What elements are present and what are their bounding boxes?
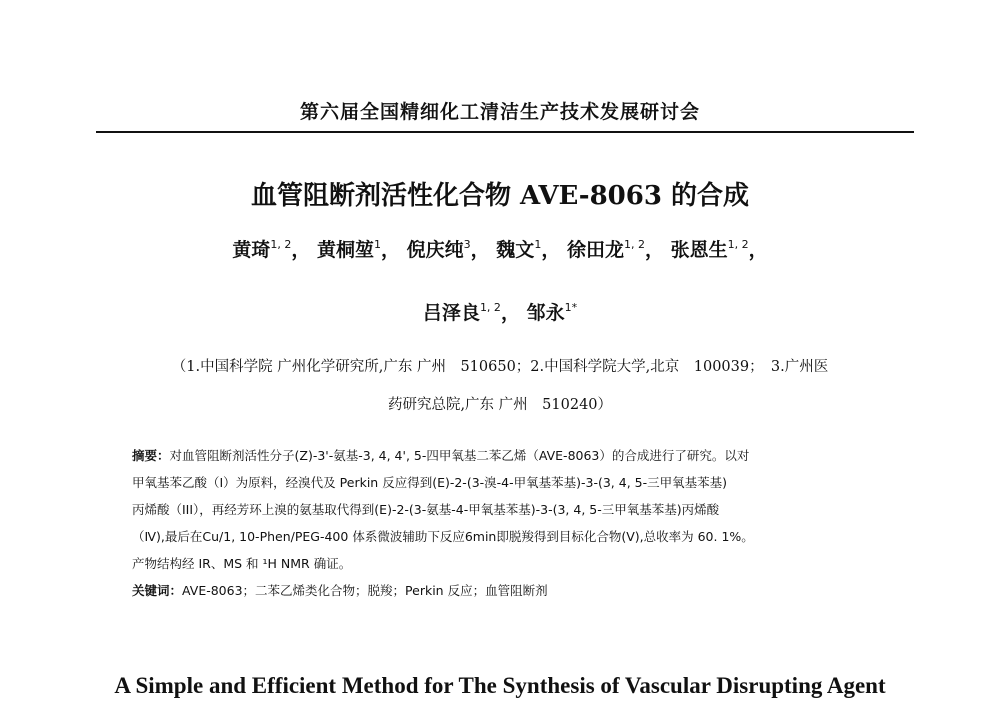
abstract-block	[132, 442, 882, 604]
author: 魏文$^1$	[496, 238, 542, 261]
author: 邹永$^{1*}$	[526, 301, 578, 324]
author: 黄琦$^{1, 2}$	[232, 238, 292, 261]
authors-line-2: 吕泽良$^{1, 2}$， 邹永$^{1*}$	[422, 301, 578, 324]
affiliations-line-2: 药研究总院,广东 广州 510240）	[387, 397, 613, 413]
author: 吕泽良$^{1, 2}$	[422, 301, 501, 324]
affiliations-line-1: （1.中国科学院 广州化学研究所,广东 广州 510650；2.中国科学院大学,北京 100039； 3.广州医	[171, 359, 829, 375]
abstract-line: （Ⅳ),最后在Cu/1, 10-Phen/PEG-400 体系微波辅助下反应6min即脱羧得到目标化合物(Ⅴ),总收率为 60. 1%。	[132, 529, 754, 544]
keywords: AVE-8063；二苯乙烯类化合物；脱羧；Perkin 反应；血管阻断剂	[182, 583, 548, 598]
abstract-line: 摘要：对血管阻断剂活性分子(Z)-3'-氨基-3, 4, 4', 5-四甲氧基二苯乙烯（AVE-8063）的合成进行了研究。以对	[132, 448, 750, 463]
header-rule	[96, 131, 914, 133]
abstract-line: 丙烯酸（III），再经芳环上溴的氨基取代得到(E)-2-(3-氨基-4-甲氧基苯基)-3-(3, 4, 5-三甲氧基苯基)丙烯酸	[132, 502, 720, 517]
english-title: A Simple and Efficient Method for The Synthesis of Vascular Disrupting Agent	[114, 673, 886, 698]
authors-line-1: 黄琦$^{1, 2}$， 黄桐堃$^1$， 倪庆纯$^3$， 魏文$^1$， 徐田龙$^{1, 2}$， 张恩生$^{1, 2}$，	[232, 238, 768, 261]
author: 倪庆纯$^3$	[406, 238, 471, 261]
author: 张恩生$^{1, 2}$	[670, 238, 749, 261]
author: 黄桐堃$^1$	[317, 238, 382, 261]
paper-title: 血管阻断剂活性化合物 AVE-8063 的合成	[250, 181, 749, 211]
keywords-label: 关键词：	[132, 583, 183, 598]
conference-header: 第六届全国精细化工清洁生产技术发展研讨会	[299, 101, 700, 123]
abstract-line: 产物结构经 IR、MS 和 ¹H NMR 确证。	[132, 556, 352, 571]
author: 徐田龙$^{1, 2}$	[566, 238, 645, 261]
keywords-line	[132, 577, 882, 604]
abstract-label: 摘要：	[132, 448, 170, 463]
abstract-line: 甲氧基苯乙酸（Ⅰ）为原料，经溴代及 Perkin 反应得到(E)-2-(3-溴-4-甲氧基苯基)-3-(3, 4, 5-三甲氧基苯基)	[132, 475, 727, 490]
